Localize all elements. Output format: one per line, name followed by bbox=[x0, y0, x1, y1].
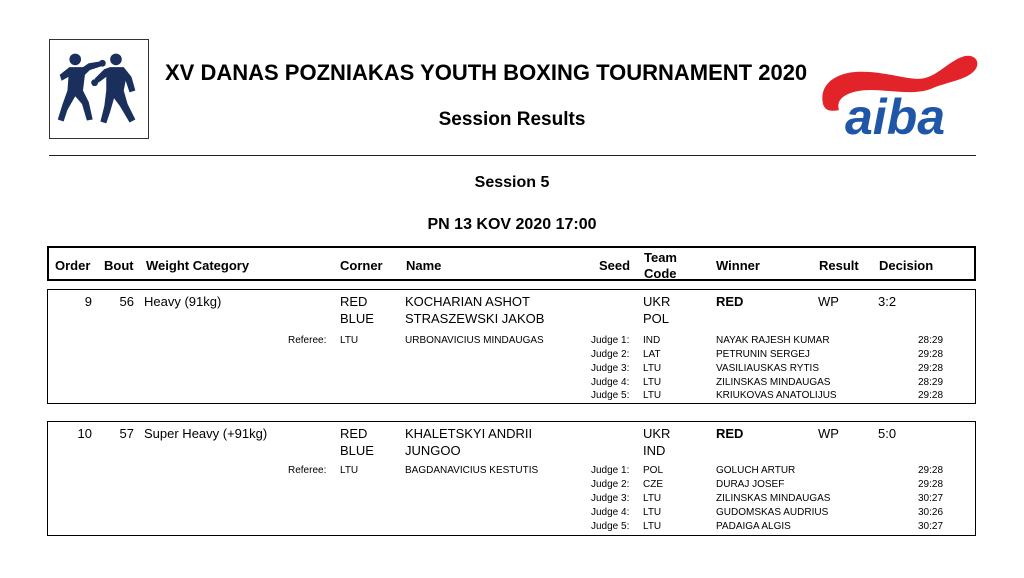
col-bout: Bout bbox=[104, 258, 134, 273]
session-datetime: PN 13 KOV 2020 17:00 bbox=[427, 216, 597, 233]
judge-score: 29:28 bbox=[918, 390, 944, 401]
red-boxer-name: KHALETSKYI ANDRII bbox=[405, 426, 533, 441]
red-team-code: UKR bbox=[643, 294, 671, 309]
judge-country: LTU bbox=[643, 521, 662, 532]
judge-name: GOLUCH ARTUR bbox=[716, 465, 796, 476]
judge-country: LAT bbox=[643, 349, 661, 360]
judge-name: KRIUKOVAS ANATOLIJUS bbox=[716, 390, 837, 401]
col-code: Code bbox=[644, 266, 677, 281]
referee-name: URBONAVICIUS MINDAUGAS bbox=[405, 335, 544, 346]
judge-score: 28:29 bbox=[918, 377, 944, 388]
judge-label: Judge 3: bbox=[591, 363, 630, 374]
bout-decision: 3:2 bbox=[878, 294, 897, 309]
judge-country: CZE bbox=[643, 479, 663, 490]
judge-score: 29:28 bbox=[918, 349, 944, 360]
red-corner: RED bbox=[340, 426, 368, 441]
bout-order: 10 bbox=[77, 426, 92, 441]
judge-label: Judge 1: bbox=[591, 335, 630, 346]
judge-country: LTU bbox=[643, 363, 662, 374]
referee-country: LTU bbox=[340, 335, 359, 346]
judge-name: VASILIAUSKAS RYTIS bbox=[716, 363, 820, 374]
blue-team-code: IND bbox=[643, 443, 666, 458]
column-header bbox=[47, 246, 976, 281]
judge-name: DURAJ JOSEF bbox=[716, 479, 785, 490]
judge-score: 29:28 bbox=[918, 363, 944, 374]
judge-name: ZILINSKAS MINDAUGAS bbox=[716, 493, 831, 504]
col-winner: Winner bbox=[716, 258, 760, 273]
judge-score: 29:28 bbox=[918, 465, 944, 476]
blue-boxer-name: STRASZEWSKI JAKOB bbox=[405, 311, 545, 326]
judge-country: POL bbox=[643, 465, 664, 476]
judge-label: Judge 1: bbox=[591, 465, 630, 476]
col-decision: Decision bbox=[879, 258, 934, 273]
bout-card bbox=[47, 289, 976, 404]
col-weight: Weight Category bbox=[146, 258, 250, 273]
page-title: XV DANAS POZNIAKAS YOUTH BOXING TOURNAMENT 2020 bbox=[165, 60, 808, 85]
bout-card bbox=[47, 421, 976, 536]
judge-score: 28:29 bbox=[918, 335, 944, 346]
judge-label: Judge 5: bbox=[591, 390, 630, 401]
judge-label: Judge 2: bbox=[591, 479, 630, 490]
bout-weight: Super Heavy (+91kg) bbox=[144, 426, 268, 441]
judge-name: PETRUNIN SERGEJ bbox=[716, 349, 810, 360]
col-seed: Seed bbox=[599, 258, 631, 273]
judge-name: PADAIGA ALGIS bbox=[716, 521, 791, 532]
col-order: Order bbox=[55, 258, 91, 273]
bout-result: WP bbox=[818, 294, 839, 309]
bout-number: 56 bbox=[119, 294, 134, 309]
page-subtitle: Session Results bbox=[438, 109, 586, 130]
judge-score: 30:27 bbox=[918, 521, 944, 532]
blue-team-code: POL bbox=[643, 311, 670, 326]
col-corner: Corner bbox=[340, 258, 383, 273]
referee-label: Referee: bbox=[288, 335, 327, 346]
col-name: Name bbox=[406, 258, 442, 273]
judge-country: LTU bbox=[643, 390, 662, 401]
judge-country: LTU bbox=[643, 493, 662, 504]
referee-label: Referee: bbox=[288, 465, 327, 476]
referee-country: LTU bbox=[340, 465, 359, 476]
bout-result: WP bbox=[818, 426, 839, 441]
judge-score: 29:28 bbox=[918, 479, 944, 490]
judge-country: LTU bbox=[643, 377, 662, 388]
judge-country: LTU bbox=[643, 507, 662, 518]
aiba-logo bbox=[815, 42, 983, 142]
aiba-wordmark: aiba bbox=[845, 89, 946, 142]
bout-winner: RED bbox=[716, 426, 744, 441]
col-result: Result bbox=[819, 258, 859, 273]
judge-name: NAYAK RAJESH KUMAR bbox=[716, 335, 830, 346]
judge-label: Judge 2: bbox=[591, 349, 630, 360]
judge-name: GUDOMSKAS AUDRIUS bbox=[716, 507, 829, 518]
bout-number: 57 bbox=[119, 426, 134, 441]
judge-label: Judge 5: bbox=[591, 521, 630, 532]
bout-decision: 5:0 bbox=[878, 426, 897, 441]
bout-winner: RED bbox=[716, 294, 744, 309]
judge-name: ZILINSKAS MINDAUGAS bbox=[716, 377, 831, 388]
session-label: Session 5 bbox=[474, 174, 550, 191]
blue-boxer-name: JUNGOO bbox=[405, 443, 461, 458]
red-team-code: UKR bbox=[643, 426, 671, 441]
col-team: Team bbox=[644, 250, 677, 265]
judge-label: Judge 4: bbox=[591, 377, 630, 388]
red-corner: RED bbox=[340, 294, 368, 309]
judge-label: Judge 4: bbox=[591, 507, 630, 518]
judge-label: Judge 3: bbox=[591, 493, 630, 504]
blue-corner: BLUE bbox=[340, 443, 374, 458]
bout-order: 9 bbox=[84, 294, 92, 309]
referee-name: BAGDANAVICIUS KESTUTIS bbox=[405, 465, 539, 476]
judge-score: 30:27 bbox=[918, 493, 944, 504]
header-divider bbox=[49, 155, 976, 156]
bout-weight: Heavy (91kg) bbox=[144, 294, 222, 309]
red-boxer-name: KOCHARIAN ASHOT bbox=[405, 294, 530, 309]
judge-country: IND bbox=[643, 335, 661, 346]
judge-score: 30:26 bbox=[918, 507, 944, 518]
aiba-swoosh-icon bbox=[815, 42, 983, 142]
blue-corner: BLUE bbox=[340, 311, 374, 326]
